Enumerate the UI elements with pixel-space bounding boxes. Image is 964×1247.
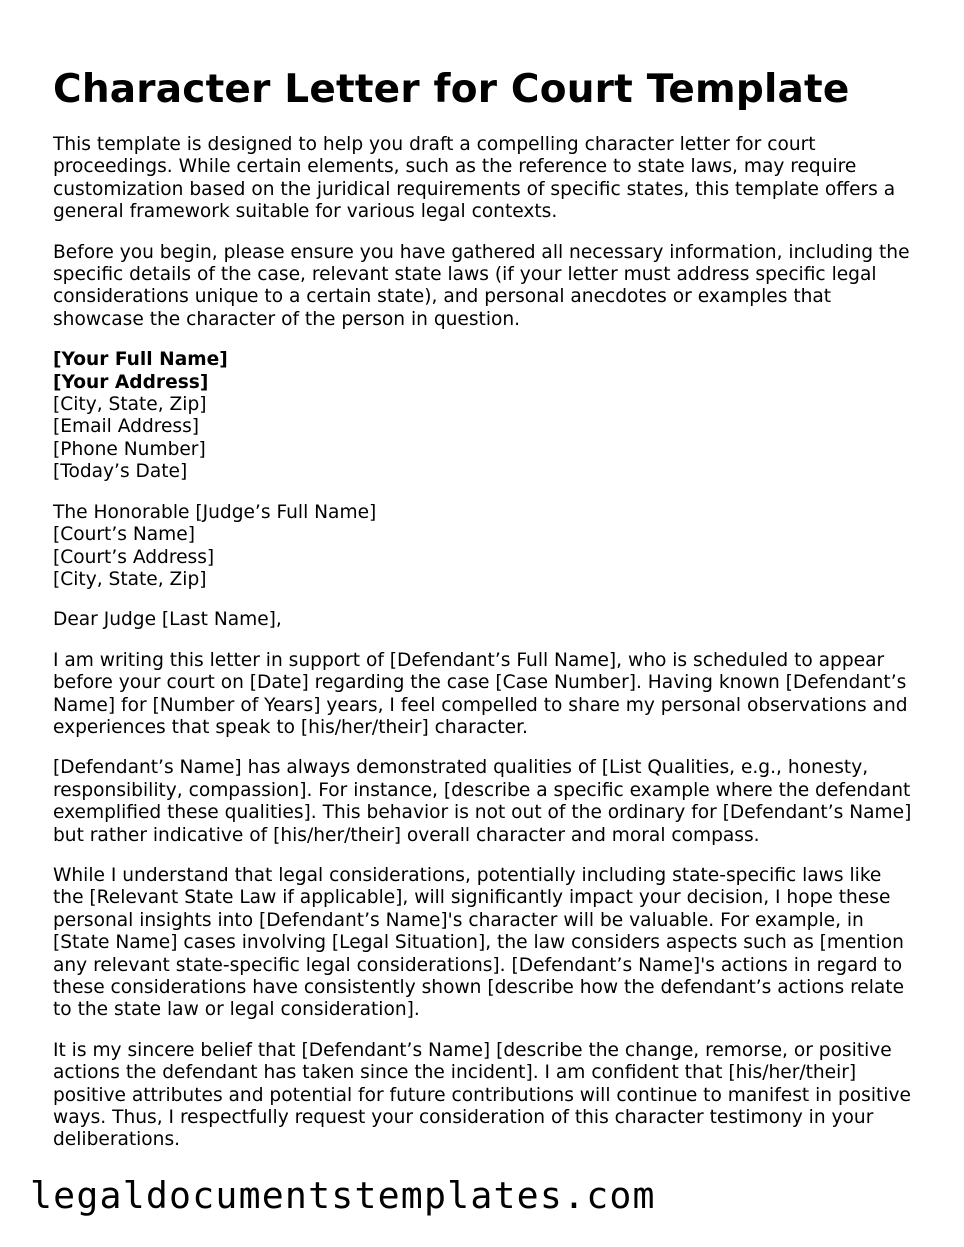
recipient-block — [53, 502, 914, 592]
page-title: Character Letter for Court Template — [53, 67, 850, 112]
sender-phone: [Phone Number] — [53, 438, 206, 460]
body-paragraph-1: I am writing this letter in support of [Defendant’s Full Name], who is scheduled to appear before your court on [Date] regarding the case [Case Number]. Having known [Defendant’s Name] for [Number of Years] years, I feel compelled to share my personal observations and experiences that speak to [his/her/their] character. — [53, 649, 908, 738]
sender-address: [Your Address] — [53, 371, 209, 393]
recipient-judge: The Honorable [Judge’s Full Name] — [53, 501, 377, 523]
body-paragraph-2: [Defendant’s Name] has always demonstrated qualities of [List Qualities, e.g., honesty, responsibility, compassion]. For instance, [describe a specific example where the defendant exemplified these qualities]. This behavior is not out of the ordinary for [Defendant’s Name] but rather indicative of [his/her/their] overall character and moral compass. — [53, 757, 912, 846]
recipient-court-name: [Court’s Name] — [53, 524, 195, 546]
sender-city: [City, State, Zip] — [53, 394, 207, 416]
salutation: Dear Judge [Last Name], — [53, 609, 282, 631]
sender-email: [Email Address] — [53, 416, 200, 438]
intro-paragraph-2: Before you begin, please ensure you have gathered all necessary information, including the specific details of the case, relevant state laws (if your letter must address specific legal considerations unique to a certain state), and personal anecdotes or examples that showcase the character of the person in question. — [53, 241, 910, 330]
sender-block — [53, 349, 914, 483]
recipient-court-address: [Court’s Address] — [53, 546, 215, 568]
sender-date: [Today’s Date] — [53, 461, 188, 483]
watermark-text: legaldocumentstemplates.com — [30, 1172, 656, 1220]
body-paragraph-3: While I understand that legal considerations, potentially including state-specific laws like the [Relevant State Law if applicable], will significantly impact your decision, I hope these personal insights into [Defendant’s Name]'s character will be valuable. For example, in [State Name] cases involving [Legal Situation], the law considers aspects such as [mention any relevant state-specific legal considerations]. [Defendant’s Name]'s actions in regard to these considerations have consistently shown [describe how the defendant’s actions relate to the state law or legal consideration]. — [53, 864, 905, 1021]
intro-paragraph-1: This template is designed to help you draft a compelling character letter for court proceedings. While certain elements, such as the reference to state laws, may require customization based on the juridical requirements of specific states, this template offers a general framework suitable for various legal contexts. — [53, 134, 896, 223]
recipient-city: [City, State, Zip] — [53, 568, 207, 590]
body-paragraph-4: It is my sincere belief that [Defendant’s Name] [describe the change, remorse, or positive actions the defendant has taken since the incident]. I am confident that [his/her/their] positive attributes and potential for future contributions will continue to manifest in positive ways. Thus, I respectfully request your consideration of this character testimony in your deliberations. — [53, 1039, 911, 1151]
sender-name: [Your Full Name] — [53, 349, 228, 371]
